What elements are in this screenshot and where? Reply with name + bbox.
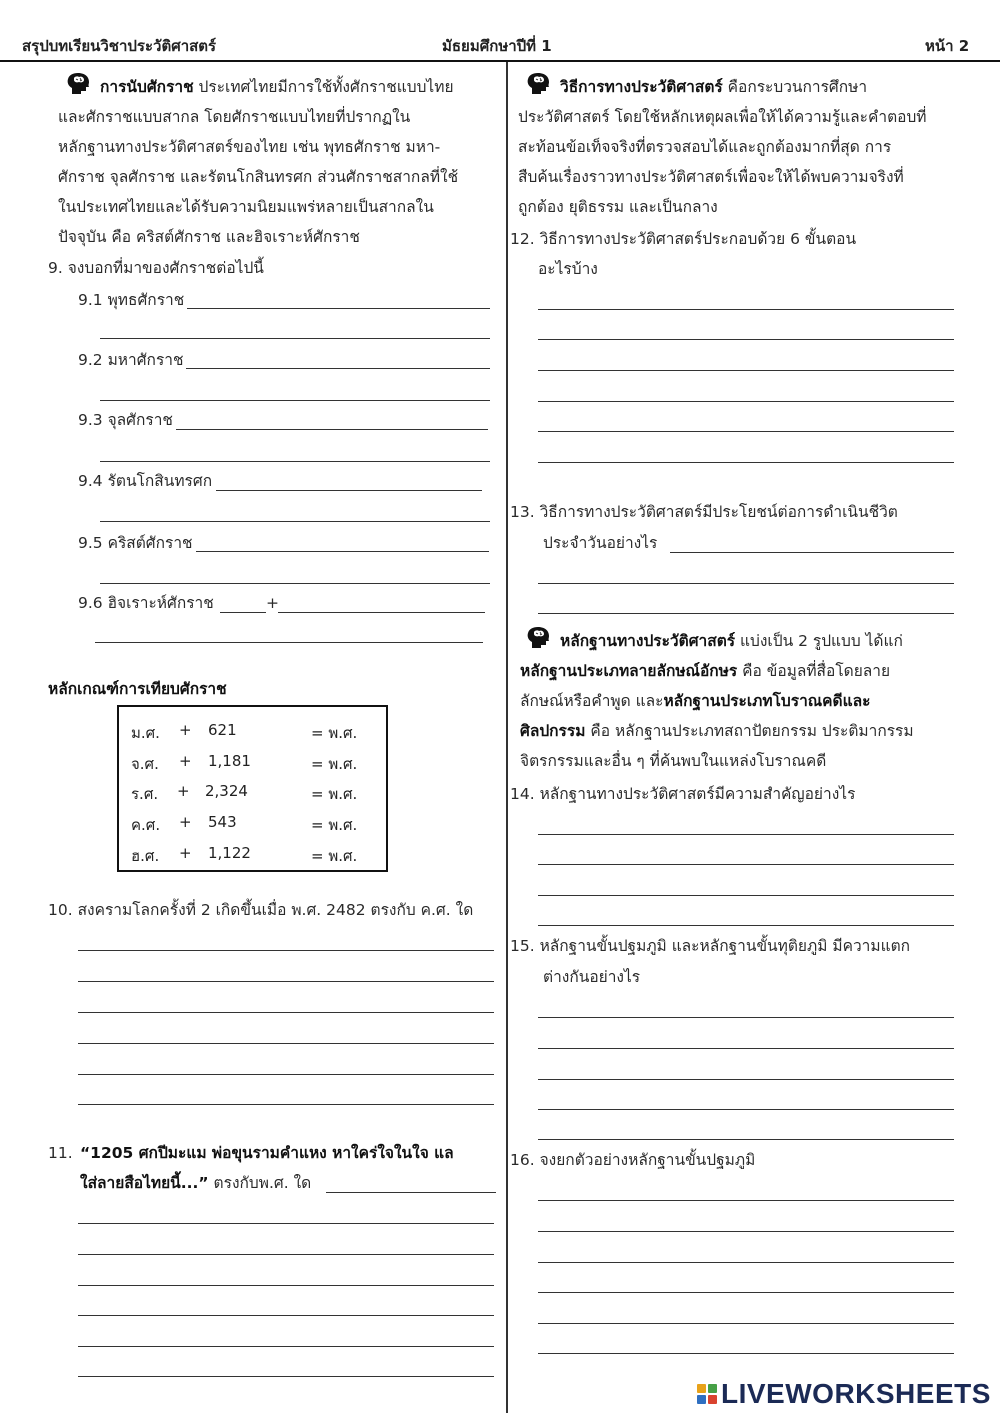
answer-line-15-1[interactable] (538, 1017, 954, 1018)
method-paragraph (518, 72, 963, 222)
row-era: ร.ศ. (131, 785, 159, 803)
row-op: + (179, 813, 192, 831)
answer-line-9-3a[interactable] (176, 429, 488, 430)
question-9-3-label: 9.3 จุลศักราช (78, 411, 173, 429)
row-era: ฮ.ศ. (131, 847, 160, 865)
answer-line-14-4[interactable] (538, 925, 954, 926)
answer-line-9-1a[interactable] (187, 308, 490, 309)
intro-line-5: ปัจจุบัน คือ คริสต์ศักราช และฮิจเราะห์ศักราช (58, 228, 360, 246)
evidence-line-1: แบ่งเป็น 2 รูปแบบ ได้แก่ (735, 632, 903, 650)
answer-line-11-5[interactable] (78, 1346, 494, 1347)
question-13-line2: ประจำวันอย่างไร (543, 534, 658, 552)
question-9-4-label: 9.4 รัตนโกสินทรศก (78, 472, 213, 490)
row-era: ค.ศ. (131, 816, 161, 834)
answer-line-10-3[interactable] (78, 1012, 494, 1013)
brain-head-icon (526, 626, 552, 650)
answer-line-12-5[interactable] (538, 431, 954, 432)
era-intro-title: การนับศักราช (100, 78, 194, 96)
answer-line-16-2[interactable] (538, 1231, 954, 1232)
answer-line-15-5[interactable] (538, 1139, 954, 1140)
answer-line-11-inline[interactable] (326, 1192, 496, 1193)
question-9-6-label: 9.6 ฮิจเราะห์ศักราช (78, 594, 214, 612)
header-grade: มัธยมศึกษาปีที่ 1 (442, 37, 552, 55)
row-era: จ.ศ. (131, 755, 159, 773)
answer-line-12-2[interactable] (538, 339, 954, 340)
liveworksheets-logo (697, 1377, 991, 1411)
row-equals: = พ.ศ. (311, 785, 358, 803)
answer-line-9-3b[interactable] (100, 461, 490, 462)
row-era: ม.ศ. (131, 724, 160, 742)
answer-line-10-1[interactable] (78, 950, 494, 951)
intro-line-4: ในประเทศไทยและได้รับความนิยมแพร่หลายเป็นสากลใน (58, 198, 434, 216)
question-13-line1: 13. วิธีการทางประวัติศาสตร์มีประโยชน์ต่อการดำเนินชีวิต (510, 503, 898, 521)
question-9-1-label: 9.1 พุทธศักราช (78, 291, 185, 309)
answer-line-9-4a[interactable] (216, 490, 482, 491)
answer-line-13-2[interactable] (538, 613, 954, 614)
answer-line-13-inline[interactable] (670, 552, 954, 553)
answer-line-13-1[interactable] (538, 583, 954, 584)
row-op: + (177, 782, 190, 800)
answer-line-12-6[interactable] (538, 462, 954, 463)
answer-line-10-2[interactable] (78, 981, 494, 982)
answer-line-16-3[interactable] (538, 1262, 954, 1263)
answer-line-11-1[interactable] (78, 1223, 494, 1224)
intro-line-1: และศักราชแบบสากล โดยศักราชแบบไทยที่ปรากฏใน (58, 108, 411, 126)
answer-line-12-4[interactable] (538, 401, 954, 402)
row-equals: = พ.ศ. (311, 847, 358, 865)
answer-line-16-1[interactable] (538, 1200, 954, 1201)
question-10: 10. สงครามโลกครั้งที่ 2 เกิดขึ้นเมื่อ พ.ศ. 2482 ตรงกับ ค.ศ. ใด (48, 901, 474, 919)
row-op: + (179, 752, 192, 770)
answer-line-11-6[interactable] (78, 1376, 494, 1377)
answer-line-12-1[interactable] (538, 309, 954, 310)
question-9-2-label: 9.2 มหาศักราช (78, 351, 184, 369)
question-15-line1: 15. หลักฐานขั้นปฐมภูมิ และหลักฐานขั้นทุติยภูมิ มีความแตก (510, 937, 911, 955)
evidence-title: หลักฐานทางประวัติศาสตร์ (560, 632, 736, 650)
evidence-line-4: คือ หลักฐานประเภทสถาปัตยกรรม ประติมากรรม (585, 722, 914, 740)
brain-head-icon (526, 72, 552, 96)
answer-line-9-4b[interactable] (100, 521, 490, 522)
answer-line-16-5[interactable] (538, 1323, 954, 1324)
question-11-tail: ตรงกับพ.ศ. ใด (208, 1174, 312, 1192)
evidence-line-3: ลักษณ์หรือคำพูด และ (520, 692, 664, 710)
evidence-paragraph (520, 626, 965, 776)
row-equals: = พ.ศ. (311, 755, 358, 773)
era-intro-paragraph (58, 72, 498, 252)
evidence-archaeology-type-b: ศิลปกรรม (520, 722, 586, 740)
row-op: + (179, 721, 192, 739)
answer-line-15-4[interactable] (538, 1109, 954, 1110)
question-14: 14. หลักฐานทางประวัติศาสตร์มีความสำคัญอย่างไร (510, 785, 856, 803)
answer-line-14-1[interactable] (538, 834, 954, 835)
row-number: 621 (208, 721, 237, 739)
method-line-2: สะท้อนข้อเท็จจริงที่ตรวจสอบได้และถูกต้องมากที่สุด การ (518, 138, 892, 156)
header-subject: สรุปบทเรียนวิชาประวัติศาสตร์ (22, 37, 217, 55)
row-number: 1,181 (208, 752, 251, 770)
era-conversion-table (117, 705, 388, 872)
answer-line-10-5[interactable] (78, 1074, 494, 1075)
logo-mark-icon (697, 1384, 717, 1404)
question-11-quote-line2: ใส่ลายสือไทยนี้...” (80, 1174, 209, 1192)
answer-line-14-3[interactable] (538, 895, 954, 896)
answer-line-9-6-offset[interactable] (278, 612, 485, 613)
answer-line-16-6[interactable] (538, 1353, 954, 1354)
method-line-4: ถูกต้อง ยุติธรรม และเป็นกลาง (518, 198, 718, 216)
answer-line-11-2[interactable] (78, 1254, 494, 1255)
evidence-archaeology-type-a: หลักฐานประเภทโบราณคดีและ (663, 692, 871, 710)
answer-line-9-6-year[interactable] (220, 612, 266, 613)
question-11-number: 11. (48, 1144, 73, 1162)
criteria-heading: หลักเกณฑ์การเทียบศักราช (48, 680, 227, 698)
brain-head-icon (66, 72, 92, 96)
answer-line-9-6b[interactable] (95, 642, 483, 643)
evidence-written-type: หลักฐานประเภทลายลักษณ์อักษร (520, 662, 738, 680)
row-equals: = พ.ศ. (311, 816, 358, 834)
header-divider (0, 60, 1000, 62)
method-line-3: สืบค้นเรื่องราวทางประวัติศาสตร์เพื่อจะให้ได้พบความจริงที่ (518, 168, 904, 186)
answer-line-11-4[interactable] (78, 1315, 494, 1316)
answer-line-9-5a[interactable] (196, 551, 489, 552)
question-12-line1: 12. วิธีการทางประวัติศาสตร์ประกอบด้วย 6 ขั้นตอน (510, 230, 857, 248)
row-number: 543 (208, 813, 237, 831)
row-op: + (179, 844, 192, 862)
answer-line-14-2[interactable] (538, 864, 954, 865)
logo-text: LIVEWORKSHEETS (721, 1378, 991, 1409)
method-line-1: ประวัติศาสตร์ โดยใช้หลักเหตุผลเพื่อให้ได้ความรู้และคำตอบที่ (518, 108, 927, 126)
header-page-number: หน้า 2 (925, 37, 970, 55)
answer-line-12-3[interactable] (538, 370, 954, 371)
row-equals: = พ.ศ. (311, 724, 358, 742)
plus-sign: + (266, 594, 279, 612)
intro-line-3: ศักราช จุลศักราช และรัตนโกสินทรศก ส่วนศักราชสากลที่ใช้ (58, 168, 459, 186)
answer-line-10-6[interactable] (78, 1104, 494, 1105)
question-9: 9. จงบอกที่มาของศักราชต่อไปนี้ (48, 259, 264, 277)
question-16: 16. จงยกตัวอย่างหลักฐานขั้นปฐมภูมิ (510, 1151, 756, 1169)
answer-line-9-1b[interactable] (100, 338, 490, 339)
answer-line-15-2[interactable] (538, 1048, 954, 1049)
question-15-line2: ต่างกันอย่างไร (543, 968, 641, 986)
row-number: 2,324 (205, 782, 248, 800)
row-number: 1,122 (208, 844, 251, 862)
method-line-0: คือกระบวนการศึกษา (722, 78, 868, 96)
answer-line-10-4[interactable] (78, 1043, 494, 1044)
question-11-line2 (80, 1168, 311, 1198)
question-9-5-label: 9.5 คริสต์ศักราช (78, 534, 193, 552)
method-title: วิธีการทางประวัติศาสตร์ (560, 78, 723, 96)
answer-line-16-4[interactable] (538, 1292, 954, 1293)
question-11-quote-line1: “1205 ศกปีมะแม พ่อขุนรามคำแหง หาใคร่ใจในใจ แล (80, 1144, 454, 1162)
question-12-line2: อะไรบ้าง (538, 260, 598, 278)
answer-line-11-3[interactable] (78, 1285, 494, 1286)
answer-line-9-2a[interactable] (186, 368, 490, 369)
intro-line-2: หลักฐานทางประวัติศาสตร์ของไทย เช่น พุทธศักราช มหา- (58, 138, 441, 156)
intro-line-0: ประเทศไทยมีการใช้ทั้งศักราชแบบไทย (193, 78, 454, 96)
column-divider (506, 62, 508, 1413)
evidence-line-5: จิตรกรรมและอื่น ๆ ที่ค้นพบในแหล่งโบราณคดี (520, 752, 827, 770)
answer-line-9-5b[interactable] (100, 583, 490, 584)
answer-line-15-3[interactable] (538, 1079, 954, 1080)
answer-line-9-2b[interactable] (100, 400, 490, 401)
evidence-line-2: คือ ข้อมูลที่สื่อโดยลาย (737, 662, 891, 680)
